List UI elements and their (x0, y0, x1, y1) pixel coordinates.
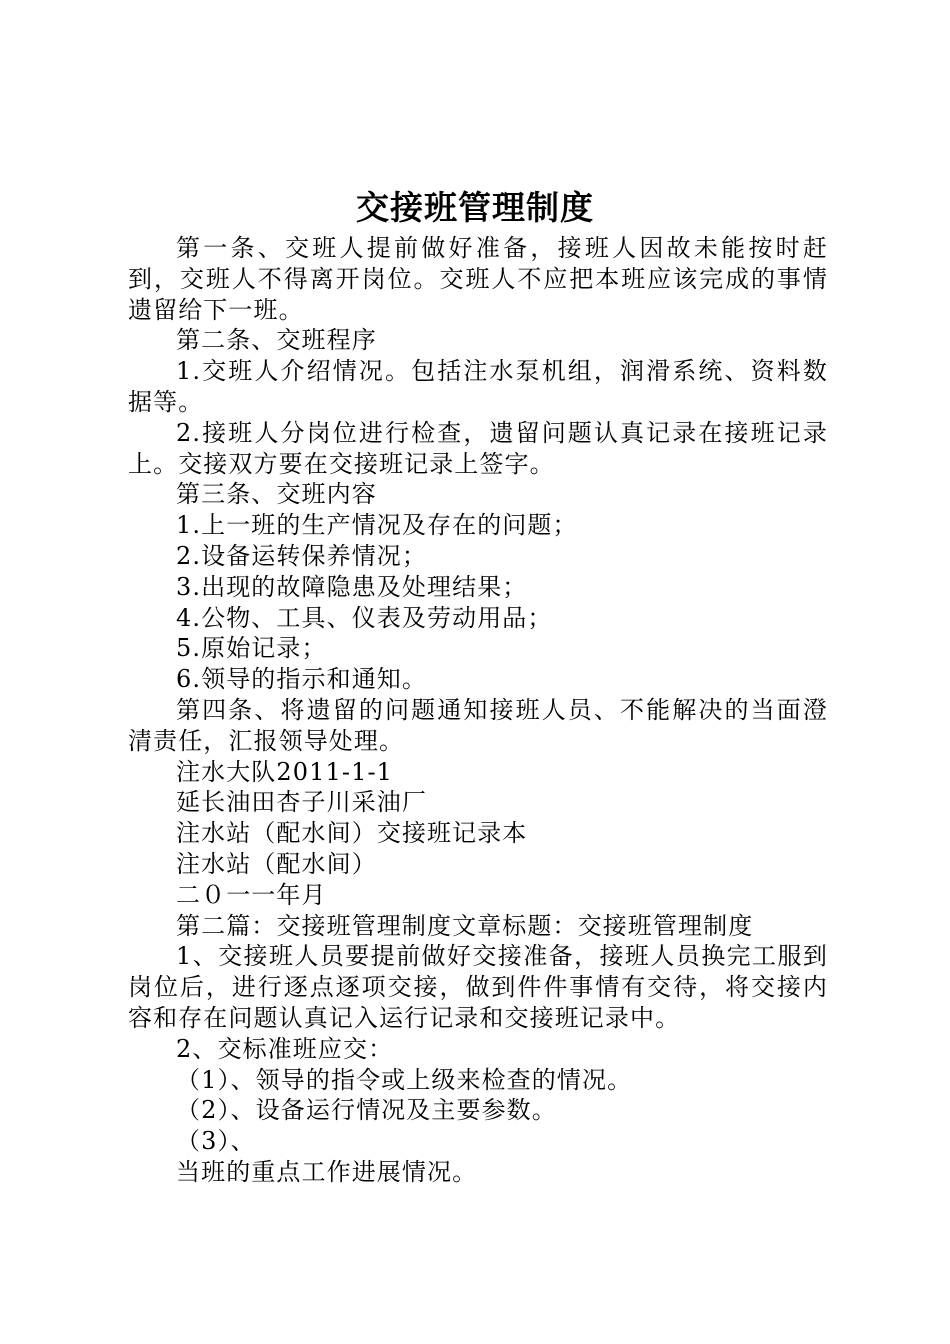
document-title: 交接班管理制度 (356, 188, 594, 227)
paragraph-part-2-item-1: 1、交接班人员要提前做好交接准备，接班人员换完工服到岗位后，进行逐点逐项交接，做到件件事情有交待，将交接内容和存在问题认真记入运行记录和交接班记录中。 (128, 942, 828, 1032)
paragraph-part-2-item-2: 2、交标准班应交： (176, 1034, 394, 1063)
paragraph-part-2-sub-3-text: 当班的重点工作进展情况。 (176, 1157, 478, 1186)
paragraph-part-2-sub-1: （1）、领导的指令或上级来检查的情况。 (176, 1065, 633, 1094)
paragraph-part-2-sub-2: （2）、设备运行情况及主要参数。 (176, 1096, 557, 1125)
paragraph-article-3-item-1: 1.上一班的生产情况及存在的问题； (176, 511, 578, 540)
paragraph-article-3-item-4: 4.公物、工具、仪表及劳动用品； (176, 603, 553, 632)
paragraph-record-book-title: 注水站（配水间）交接班记录本 (176, 819, 528, 848)
paragraph-article-3-heading: 第三条、交班内容 (176, 480, 377, 509)
paragraph-article-2-item-1: 1.交班人介绍情况。包括注水泵机组，润滑系统、资料数据等。 (128, 357, 828, 416)
paragraph-part-2-heading: 第二篇：交接班管理制度文章标题：交接班管理制度 (176, 911, 754, 940)
paragraph-article-3-item-6: 6.领导的指示和通知。 (176, 665, 427, 694)
paragraph-article-1: 第一条、交班人提前做好准备，接班人因故未能按时赶到，交班人不得离开岗位。交班人不应把本班应该完成的事情遗留给下一班。 (128, 234, 828, 324)
paragraph-organization: 延长油田杏子川采油厂 (176, 788, 427, 817)
paragraph-part-2-sub-3: （3）、 (176, 1127, 256, 1156)
paragraph-signature-unit-date: 注水大队2011-1-1 (176, 757, 394, 786)
paragraph-article-3-item-2: 2.设备运转保养情况； (176, 541, 427, 570)
document-body (128, 233, 828, 1188)
paragraph-station-name: 注水站（配水间） (176, 849, 377, 878)
paragraph-article-4: 第四条、将遗留的问题通知接班人员、不能解决的当面澄清责任，汇报领导处理。 (128, 695, 828, 755)
paragraph-year-month: 二０一一年月 (176, 880, 327, 909)
paragraph-article-2-heading: 第二条、交班程序 (176, 326, 377, 355)
paragraph-article-3-item-5: 5.原始记录； (176, 634, 327, 663)
paragraph-article-3-item-3: 3.出现的故障隐患及处理结果； (176, 572, 528, 601)
paragraph-article-2-item-2: 2.接班人分岗位进行检查，遗留问题认真记录在接班记录上。交接双方要在交接班记录上签字。 (128, 418, 828, 478)
